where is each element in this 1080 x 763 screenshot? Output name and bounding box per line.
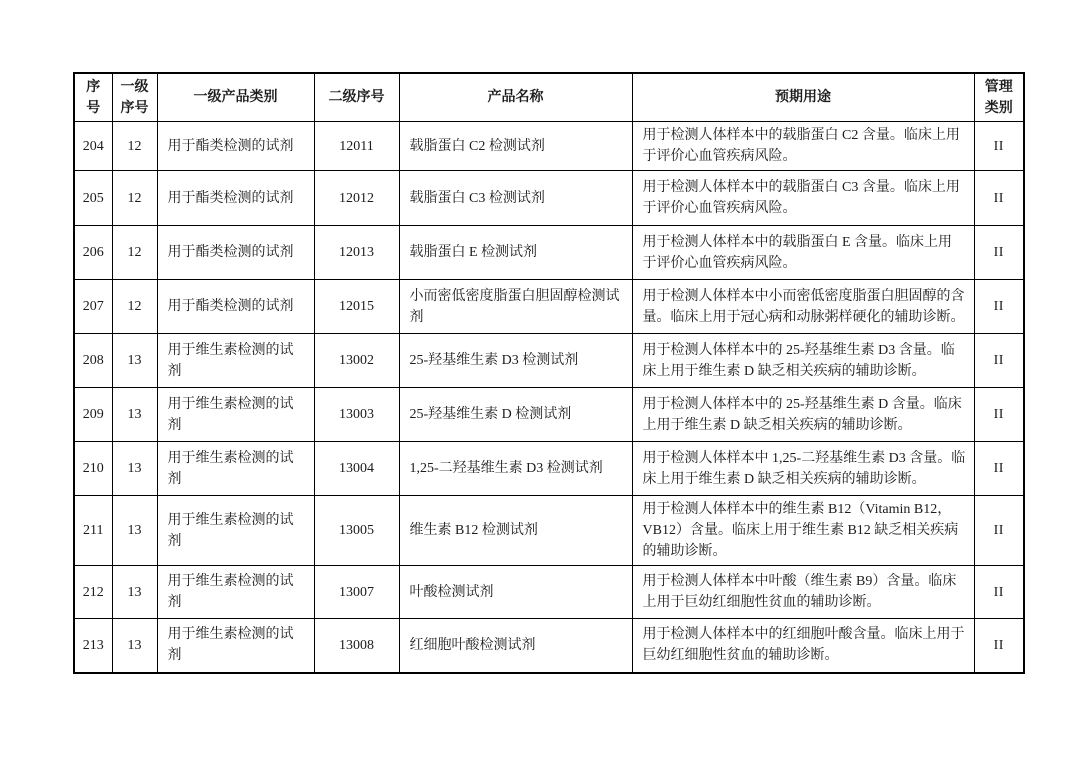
table-row (74, 388, 1024, 442)
table-container (73, 72, 1025, 674)
cell-level1-category: 用于维生素检测的试剂 (157, 388, 314, 442)
ivd-reagent-classification-table (73, 72, 1025, 674)
column-header-level2-serial: 二级序号 (314, 73, 399, 122)
table-header (74, 73, 1024, 122)
cell-level1-category: 用于维生素检测的试剂 (157, 334, 314, 388)
column-header-intended-use: 预期用途 (632, 73, 974, 122)
cell-serial: 210 (74, 442, 112, 496)
cell-serial: 208 (74, 334, 112, 388)
cell-serial: 205 (74, 171, 112, 226)
cell-level2-serial: 12015 (314, 280, 399, 334)
cell-intended-use: 用于检测人体样本中的载脂蛋白 C3 含量。临床上用于评价心血管疾病风险。 (632, 171, 974, 226)
cell-level1-serial: 13 (112, 388, 157, 442)
cell-product-name: 1,25-二羟基维生素 D3 检测试剂 (399, 442, 632, 496)
cell-level2-serial: 12011 (314, 122, 399, 171)
table-body (74, 122, 1024, 673)
cell-level1-category: 用于维生素检测的试剂 (157, 442, 314, 496)
table-row (74, 171, 1024, 226)
column-header-serial: 序号 (74, 73, 112, 122)
cell-management-class: II (974, 122, 1024, 171)
cell-level1-serial: 13 (112, 619, 157, 673)
cell-product-name: 25-羟基维生素 D3 检测试剂 (399, 334, 632, 388)
cell-level1-category: 用于酯类检测的试剂 (157, 171, 314, 226)
cell-product-name: 25-羟基维生素 D 检测试剂 (399, 388, 632, 442)
cell-management-class: II (974, 226, 1024, 280)
column-header-level1-serial: 一级序号 (112, 73, 157, 122)
cell-level1-serial: 13 (112, 334, 157, 388)
cell-level1-category: 用于酯类检测的试剂 (157, 280, 314, 334)
cell-management-class: II (974, 442, 1024, 496)
cell-intended-use: 用于检测人体样本中的红细胞叶酸含量。临床上用于巨幼红细胞性贫血的辅助诊断。 (632, 619, 974, 673)
cell-level2-serial: 13007 (314, 566, 399, 619)
cell-level2-serial: 13003 (314, 388, 399, 442)
cell-level1-serial: 12 (112, 122, 157, 171)
cell-intended-use: 用于检测人体样本中小而密低密度脂蛋白胆固醇的含量。临床上用于冠心病和动脉粥样硬化的辅助诊断。 (632, 280, 974, 334)
cell-level1-category: 用于维生素检测的试剂 (157, 619, 314, 673)
cell-intended-use: 用于检测人体样本中叶酸（维生素 B9）含量。临床上用于巨幼红细胞性贫血的辅助诊断。 (632, 566, 974, 619)
cell-level2-serial: 12013 (314, 226, 399, 280)
cell-intended-use: 用于检测人体样本中的维生素 B12（Vitamin B12，VB12）含量。临床上用于维生素 B12 缺乏相关疾病的辅助诊断。 (632, 496, 974, 566)
cell-level1-serial: 12 (112, 226, 157, 280)
table-row (74, 334, 1024, 388)
table-row (74, 496, 1024, 566)
cell-product-name: 小而密低密度脂蛋白胆固醇检测试剂 (399, 280, 632, 334)
cell-level1-serial: 13 (112, 566, 157, 619)
table-row (74, 442, 1024, 496)
cell-intended-use: 用于检测人体样本中的载脂蛋白 C2 含量。临床上用于评价心血管疾病风险。 (632, 122, 974, 171)
cell-intended-use: 用于检测人体样本中的 25-羟基维生素 D3 含量。临床上用于维生素 D 缺乏相关疾病的辅助诊断。 (632, 334, 974, 388)
cell-management-class: II (974, 280, 1024, 334)
cell-level2-serial: 13004 (314, 442, 399, 496)
table-row (74, 226, 1024, 280)
cell-serial: 207 (74, 280, 112, 334)
cell-product-name: 载脂蛋白 C3 检测试剂 (399, 171, 632, 226)
cell-serial: 213 (74, 619, 112, 673)
cell-level2-serial: 13002 (314, 334, 399, 388)
column-header-product-name: 产品名称 (399, 73, 632, 122)
cell-level1-category: 用于维生素检测的试剂 (157, 496, 314, 566)
cell-level1-category: 用于酯类检测的试剂 (157, 122, 314, 171)
cell-level2-serial: 12012 (314, 171, 399, 226)
cell-level1-serial: 12 (112, 171, 157, 226)
cell-product-name: 叶酸检测试剂 (399, 566, 632, 619)
cell-serial: 209 (74, 388, 112, 442)
cell-level2-serial: 13008 (314, 619, 399, 673)
cell-management-class: II (974, 619, 1024, 673)
cell-product-name: 载脂蛋白 E 检测试剂 (399, 226, 632, 280)
cell-management-class: II (974, 388, 1024, 442)
cell-level1-serial: 13 (112, 496, 157, 566)
cell-management-class: II (974, 496, 1024, 566)
cell-management-class: II (974, 334, 1024, 388)
table-row (74, 566, 1024, 619)
cell-intended-use: 用于检测人体样本中 1,25-二羟基维生素 D3 含量。临床上用于维生素 D 缺乏相关疾病的辅助诊断。 (632, 442, 974, 496)
cell-serial: 211 (74, 496, 112, 566)
cell-level1-category: 用于维生素检测的试剂 (157, 566, 314, 619)
table-row (74, 122, 1024, 171)
header-row (74, 73, 1024, 122)
column-header-level1-category: 一级产品类别 (157, 73, 314, 122)
cell-level1-serial: 13 (112, 442, 157, 496)
table-row (74, 619, 1024, 673)
column-header-management-class: 管理类别 (974, 73, 1024, 122)
cell-management-class: II (974, 566, 1024, 619)
cell-product-name: 红细胞叶酸检测试剂 (399, 619, 632, 673)
cell-product-name: 维生素 B12 检测试剂 (399, 496, 632, 566)
cell-management-class: II (974, 171, 1024, 226)
cell-level1-serial: 12 (112, 280, 157, 334)
cell-serial: 204 (74, 122, 112, 171)
cell-level1-category: 用于酯类检测的试剂 (157, 226, 314, 280)
cell-serial: 206 (74, 226, 112, 280)
cell-serial: 212 (74, 566, 112, 619)
cell-level2-serial: 13005 (314, 496, 399, 566)
table-row (74, 280, 1024, 334)
cell-product-name: 载脂蛋白 C2 检测试剂 (399, 122, 632, 171)
cell-intended-use: 用于检测人体样本中的 25-羟基维生素 D 含量。临床上用于维生素 D 缺乏相关疾病的辅助诊断。 (632, 388, 974, 442)
cell-intended-use: 用于检测人体样本中的载脂蛋白 E 含量。临床上用于评价心血管疾病风险。 (632, 226, 974, 280)
